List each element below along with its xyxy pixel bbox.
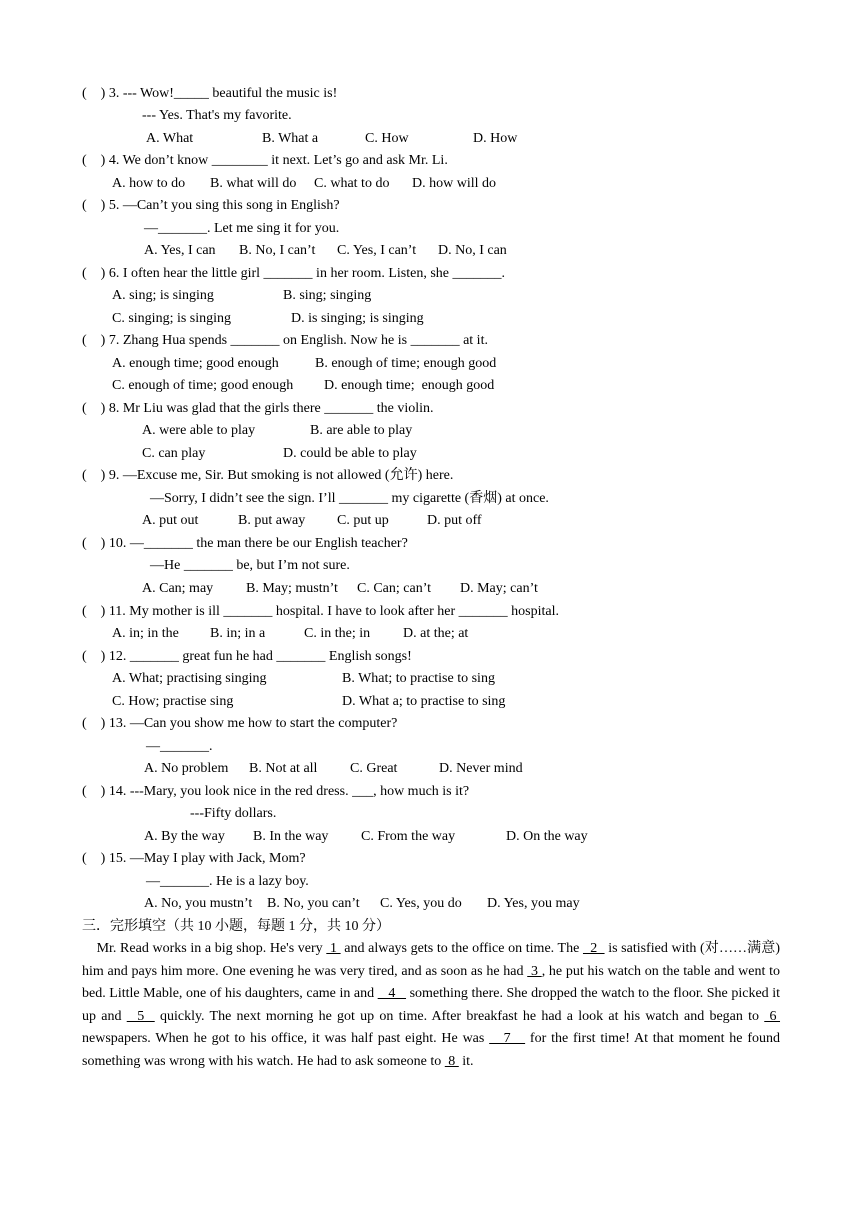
cloze-text: , he put his watch on the table and went to bed. Little Mable, one of his daughters, came in and: [82, 963, 784, 1001]
question-11-option-c: C. in the; in: [304, 626, 371, 641]
question-12-stem: ( ) 12. _______ great fun he had _______ English songs!: [82, 649, 412, 664]
cloze-text: newspapers. When he got to his office, it was half past eight. He was: [82, 1008, 784, 1046]
question-7-option-a: A. enough time; good enough: [112, 356, 279, 371]
question-13-stem: ( ) 13. —Can you show me how to start the computer?: [82, 716, 398, 731]
question-9-stem: ( ) 9. —Excuse me, Sir. But smoking is not allowed (允许) here.: [82, 468, 454, 483]
cloze-text: for the first time! At that moment he found something was wrong with his watch. He had to ask someone to: [82, 1031, 784, 1069]
question-10-option-c: C. Can; can’t: [357, 581, 432, 596]
cloze-blank: 1: [326, 941, 341, 956]
question-10-option-a: A. Can; may: [142, 581, 214, 596]
question-7-option-c: C. enough of time; good enough: [112, 378, 294, 393]
cloze-blank: 8: [444, 1053, 459, 1069]
question-7-option-d: D. enough time; enough good: [324, 378, 495, 393]
question-3-stem: ( ) 3. --- Wow!_____ beautiful the music is!: [82, 86, 338, 101]
question-3-option-b: B. What a: [262, 131, 319, 146]
cloze-passage: [82, 938, 784, 1073]
question-14-option-a: A. By the way: [144, 829, 225, 844]
question-5-option-b: B. No, I can’t: [239, 243, 316, 258]
question-3-reply: --- Yes. That's my favorite.: [142, 108, 292, 123]
cloze-blank: 5: [126, 1008, 155, 1024]
question-9-option-d: D. put off: [427, 513, 482, 528]
question-4-option-c: C. what to do: [314, 176, 390, 191]
question-13-option-d: D. Never mind: [439, 761, 523, 776]
cloze-blank: 6: [764, 1008, 781, 1024]
question-15-option-a: A. No, you mustn’t: [144, 896, 253, 911]
question-9-option-a: A. put out: [142, 513, 199, 528]
question-8-option-c: C. can play: [142, 446, 206, 461]
cloze-text: quickly. The next morning he got up on time. After breakfast he had a look at his watch and began to: [154, 1008, 765, 1024]
question-10-stem: ( ) 10. —_______ the man there be our English teacher?: [82, 536, 408, 551]
question-4-option-a: A. how to do: [112, 176, 186, 191]
question-9-option-b: B. put away: [238, 513, 306, 528]
question-10-option-b: B. May; mustn’t: [246, 581, 338, 596]
question-8-option-a: A. were able to play: [142, 423, 256, 438]
question-5-option-a: A. Yes, I can: [144, 243, 216, 258]
question-13-reply: —_______.: [146, 739, 213, 754]
question-12-option-d: D. What a; to practise to sing: [342, 694, 506, 709]
question-12-option-c: C. How; practise sing: [112, 694, 234, 709]
question-15-option-b: B. No, you can’t: [267, 896, 360, 911]
question-3-option-a: A. What: [146, 131, 194, 146]
question-6-option-a: A. sing; is singing: [112, 288, 214, 303]
question-6-option-d: D. is singing; is singing: [291, 311, 424, 326]
question-8-option-d: D. could be able to play: [283, 446, 417, 461]
question-4-option-d: D. how will do: [412, 176, 496, 191]
question-3-option-d: D. How: [473, 131, 518, 146]
cloze-blank: 3: [527, 963, 542, 979]
question-14-reply: ---Fifty dollars.: [190, 806, 277, 821]
question-6-option-c: C. singing; is singing: [112, 311, 232, 326]
cloze-text: Mr. Read works in a big shop. He's very: [82, 941, 327, 956]
question-5-option-d: D. No, I can: [438, 243, 507, 258]
question-14-option-c: C. From the way: [361, 829, 456, 844]
question-4-option-b: B. what will do: [210, 176, 297, 191]
question-12-option-a: A. What; practising singing: [112, 671, 267, 686]
question-11-option-d: D. at the; at: [403, 626, 469, 641]
cloze-text: it.: [458, 1053, 474, 1069]
cloze-text: something there. She dropped the watch to the floor. She picked it up and: [82, 986, 784, 1024]
question-15-stem: ( ) 15. —May I play with Jack, Mom?: [82, 851, 306, 866]
question-5-reply: —_______. Let me sing it for you.: [144, 221, 340, 236]
cloze-text: and always gets to the office on time. The: [340, 941, 583, 956]
question-11-option-b: B. in; in a: [210, 626, 266, 641]
question-7-option-b: B. enough of time; enough good: [315, 356, 497, 371]
question-13-option-b: B. Not at all: [249, 761, 318, 776]
question-15-option-d: D. Yes, you may: [487, 896, 580, 911]
question-11-stem: ( ) 11. My mother is ill _______ hospital. I have to look after her _______ hospital.: [82, 604, 559, 619]
question-15-option-c: C. Yes, you do: [380, 896, 462, 911]
cloze-text: is satisfied with (对……满意) him and pays him more. One evening he was very tired, and as soon as he had: [82, 941, 784, 979]
cloze-blank: 2: [582, 941, 605, 956]
question-6-option-b: B. sing; singing: [283, 288, 372, 303]
question-14-stem: ( ) 14. ---Mary, you look nice in the red dress. ___, how much is it?: [82, 784, 470, 799]
section-3-heading: 三．完形填空（共 10 小题，每题 1 分，共 10 分）: [82, 919, 390, 934]
question-11-option-a: A. in; in the: [112, 626, 179, 641]
question-9-reply: —Sorry, I didn’t see the sign. I’ll _______ my cigarette (香烟) at once.: [150, 491, 549, 506]
cloze-blank: 7: [489, 1031, 526, 1046]
question-5-option-c: C. Yes, I can’t: [337, 243, 417, 258]
question-14-option-d: D. On the way: [506, 829, 588, 844]
question-8-stem: ( ) 8. Mr Liu was glad that the girls there _______ the violin.: [82, 401, 434, 416]
question-6-stem: ( ) 6. I often hear the little girl _______ in her room. Listen, she _______.: [82, 266, 506, 281]
question-7-stem: ( ) 7. Zhang Hua spends _______ on English. Now he is _______ at it.: [82, 333, 488, 348]
question-8-option-b: B. are able to play: [310, 423, 413, 438]
question-13-option-c: C. Great: [350, 761, 398, 776]
question-3-option-c: C. How: [365, 131, 409, 146]
question-10-option-d: D. May; can’t: [460, 581, 538, 596]
cloze-blank: 4: [377, 986, 407, 1001]
question-9-option-c: C. put up: [337, 513, 389, 528]
question-5-stem: ( ) 5. —Can’t you sing this song in English?: [82, 198, 340, 213]
question-10-reply: —He _______ be, but I’m not sure.: [150, 558, 350, 573]
question-13-option-a: A. No problem: [144, 761, 229, 776]
question-14-option-b: B. In the way: [253, 829, 329, 844]
question-4-stem: ( ) 4. We don’t know ________ it next. Let’s go and ask Mr. Li.: [82, 153, 448, 168]
question-12-option-b: B. What; to practise to sing: [342, 671, 495, 686]
question-15-reply: —_______. He is a lazy boy.: [146, 874, 309, 889]
